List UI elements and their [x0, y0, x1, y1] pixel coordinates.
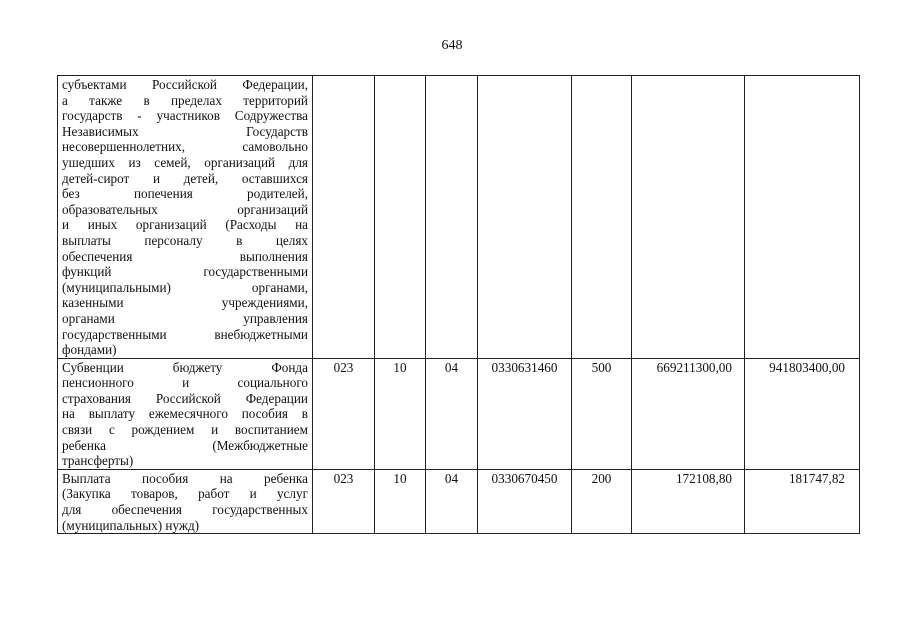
description-line: страхования Российской Федерации [62, 390, 308, 406]
section-code: 10 [375, 358, 426, 469]
row-description [58, 469, 313, 533]
description-line: ушедших из семей, организаций для [62, 154, 308, 170]
description-line: государств - участников Содружества [62, 108, 308, 124]
amount-year-2 [745, 76, 860, 359]
target-article-code [478, 76, 572, 359]
amount-year-2: 181747,82 [745, 469, 860, 533]
description-line: а также в пределах территорий [62, 92, 308, 108]
page-number: 648 [441, 38, 463, 53]
table-row [58, 76, 860, 359]
subsection-code [426, 76, 478, 359]
expense-type-code: 500 [572, 358, 632, 469]
ministry-code: 023 [313, 358, 375, 469]
description-line: для обеспечения государственных [62, 502, 308, 518]
description-line: функций государственными [62, 264, 308, 280]
description-line: детей-сирот и детей, оставшихся [62, 170, 308, 186]
description-line: (Закупка товаров, работ и услуг [62, 486, 308, 502]
description-line: (муниципальных) нужд) [62, 517, 200, 533]
description-line: пенсионного и социального [62, 375, 308, 391]
description-line: и иных организаций (Расходы на [62, 217, 308, 233]
description-line: образовательных организаций [62, 201, 308, 217]
description-line: фондами) [62, 342, 117, 358]
description-line: (муниципальными) органами, [62, 279, 308, 295]
target-article-code: 0330631460 [478, 358, 572, 469]
description-line: на выплату ежемесячного пособия в [62, 406, 308, 422]
section-code: 10 [375, 469, 426, 533]
description-line: Независимых Государств [62, 123, 308, 139]
description-line: без попечения родителей, [62, 186, 308, 202]
ministry-code: 023 [313, 469, 375, 533]
row-description [58, 358, 313, 469]
amount-year-1: 172108,80 [632, 469, 745, 533]
description-line: органами управления [62, 310, 308, 326]
expense-type-code: 200 [572, 469, 632, 533]
table-row [58, 358, 860, 469]
description-line: трансферты) [62, 453, 134, 469]
ministry-code [313, 76, 375, 359]
description-line: выплаты персоналу в целях [62, 232, 308, 248]
table-row [58, 469, 860, 533]
description-line: субъектами Российской Федерации, [62, 77, 308, 92]
description-line: несовершеннолетних, самовольно [62, 139, 308, 155]
description-line: государственными внебюджетными [62, 326, 308, 342]
description-line: Выплата пособия на ребенка [62, 470, 308, 486]
section-code [375, 76, 426, 359]
subsection-code: 04 [426, 469, 478, 533]
amount-year-1 [632, 76, 745, 359]
subsection-code: 04 [426, 358, 478, 469]
description-line: Субвенции бюджету Фонда [62, 359, 308, 375]
expense-type-code [572, 76, 632, 359]
description-line: связи с рождением и воспитанием [62, 422, 308, 438]
row-description [58, 76, 313, 359]
amount-year-2: 941803400,00 [745, 358, 860, 469]
description-line: ребенка (Межбюджетные [62, 437, 308, 453]
target-article-code: 0330670450 [478, 469, 572, 533]
budget-table [57, 75, 860, 534]
description-line: казенными учреждениями, [62, 295, 308, 311]
amount-year-1: 669211300,00 [632, 358, 745, 469]
description-line: обеспечения выполнения [62, 248, 308, 264]
